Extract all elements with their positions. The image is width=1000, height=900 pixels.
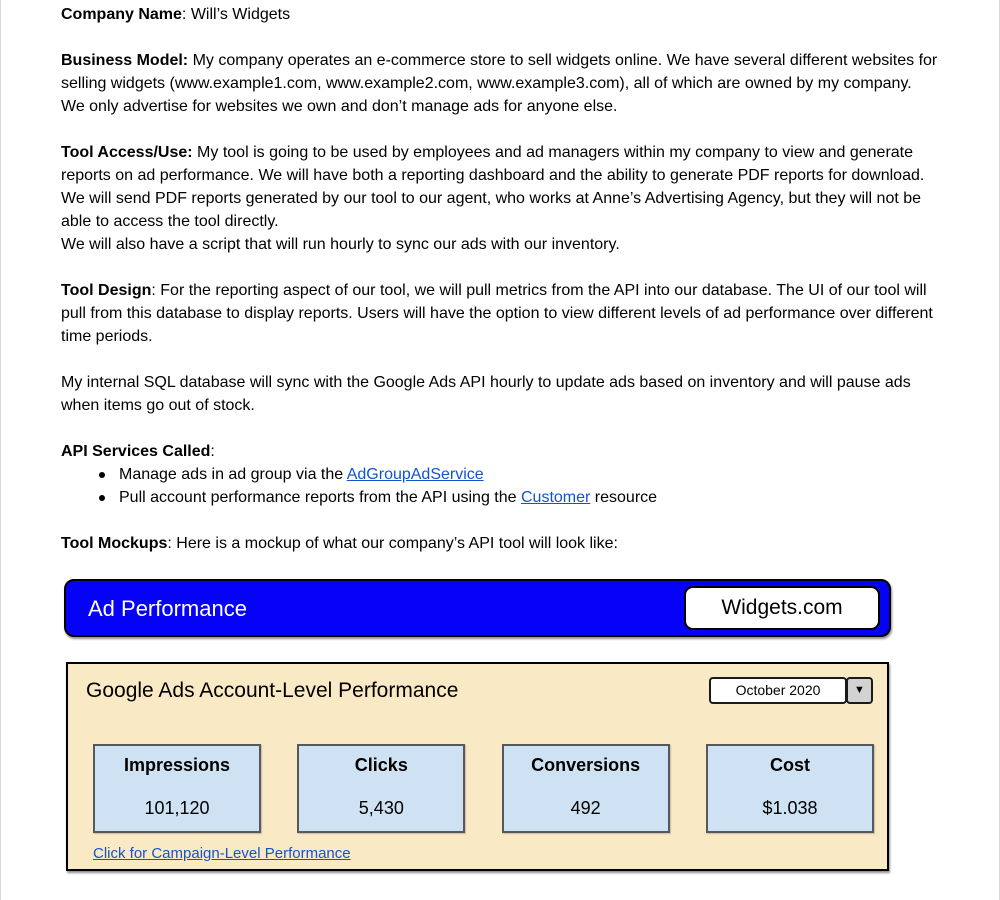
list-item	[61, 486, 939, 509]
metric-card-impressions	[93, 744, 261, 833]
paragraph-api-services	[61, 440, 939, 463]
paragraph-tool-access	[61, 141, 939, 256]
metric-value: 5,430	[358, 798, 404, 818]
metric-card-conversions	[502, 744, 670, 833]
tool-access-text: My tool is going to be used by employees and ad managers within my company to view and generate reports on ad performance. We will have both a reporting dashboard and the ability to generate PDF reports for download. We will send PDF reports generated by our tool to our agent, who works at Anne’s Advertising Agency, but they will not be able to access the tool directly.	[61, 144, 925, 230]
paragraph-tool-design	[61, 279, 939, 348]
month-dropdown[interactable]	[709, 677, 873, 704]
document-body	[1, 0, 999, 871]
bullet-1-pre: Manage ads in ad group via the	[119, 466, 347, 483]
paragraph-business-model	[61, 49, 939, 118]
account-performance-panel	[66, 662, 889, 871]
paragraph-tool-mockups	[61, 532, 939, 555]
chevron-down-icon: ▼	[854, 684, 865, 696]
metric-value: $1.038	[762, 798, 818, 818]
tool-mockups-label: Tool Mockups	[61, 535, 168, 552]
tool-design-label: Tool Design	[61, 282, 152, 299]
month-dropdown-value[interactable]: October 2020	[709, 677, 847, 704]
campaign-level-link[interactable]: Click for Campaign-Level Performance	[93, 845, 351, 862]
sql-sync-text: My internal SQL database will sync with the Google Ads API hourly to update ads based on inventory and will pause ads when items go out of stock.	[61, 374, 911, 414]
business-model-text: My company operates an e-commerce store to sell widgets online. We have several different websites for selling widgets (www.example1.com, www.example2.com, www.example3.com), all of which are owned by my company. We only advertise for websites we own and don’t manage ads for anyone else.	[61, 52, 938, 115]
customer-resource-link[interactable]: Customer	[520, 489, 591, 506]
metric-label: Conversions	[531, 755, 641, 775]
mockup-header-bar	[64, 579, 891, 637]
metric-label: Cost	[769, 755, 810, 775]
tool-access-label: Tool Access/Use:	[61, 144, 193, 161]
tool-access-text-line2: We will also have a script that will run hourly to sync our ads with our inventory.	[61, 236, 620, 253]
metric-value: 492	[570, 798, 601, 818]
metric-label: Impressions	[123, 755, 231, 775]
bullet-text	[119, 486, 657, 509]
panel-header-row	[68, 664, 887, 704]
site-button[interactable]: Widgets.com	[684, 586, 880, 630]
company-name-value: : Will’s Widgets	[181, 6, 291, 23]
paragraph-company-name	[61, 3, 939, 26]
bullet-2-post: resource	[590, 489, 658, 506]
metric-card-cost	[706, 744, 874, 833]
metric-label: Clicks	[354, 755, 408, 775]
list-item	[61, 463, 939, 486]
bullet-text	[119, 463, 484, 486]
metric-value: 101,120	[144, 798, 210, 818]
tool-design-text: : For the reporting aspect of our tool, we will pull metrics from the API into our database. The UI of our tool will pull from this database to display reports. Users will have the option to view different levels of ad performance over different time periods.	[61, 282, 933, 345]
adgroupadservice-link[interactable]: AdGroupAdService	[346, 466, 484, 483]
bullet-icon	[99, 495, 105, 501]
company-name-label: Company Name	[61, 6, 182, 23]
panel-title: Google Ads Account-Level Performance	[86, 679, 459, 702]
bullet-2-pre: Pull account performance reports from the API using the	[119, 489, 521, 506]
metric-cards-row	[93, 744, 874, 833]
business-model-label: Business Model:	[61, 52, 189, 69]
tool-mockups-text: : Here is a mockup of what our company’s API tool will look like:	[167, 535, 618, 552]
mockup-app-title: Ad Performance	[88, 595, 247, 621]
metric-card-clicks	[297, 744, 465, 833]
api-services-label: API Services Called	[61, 443, 211, 460]
paragraph-sql-sync	[61, 371, 939, 417]
dropdown-arrow-button[interactable]	[846, 677, 873, 704]
bullet-icon	[99, 472, 105, 478]
api-services-colon: :	[210, 443, 215, 460]
